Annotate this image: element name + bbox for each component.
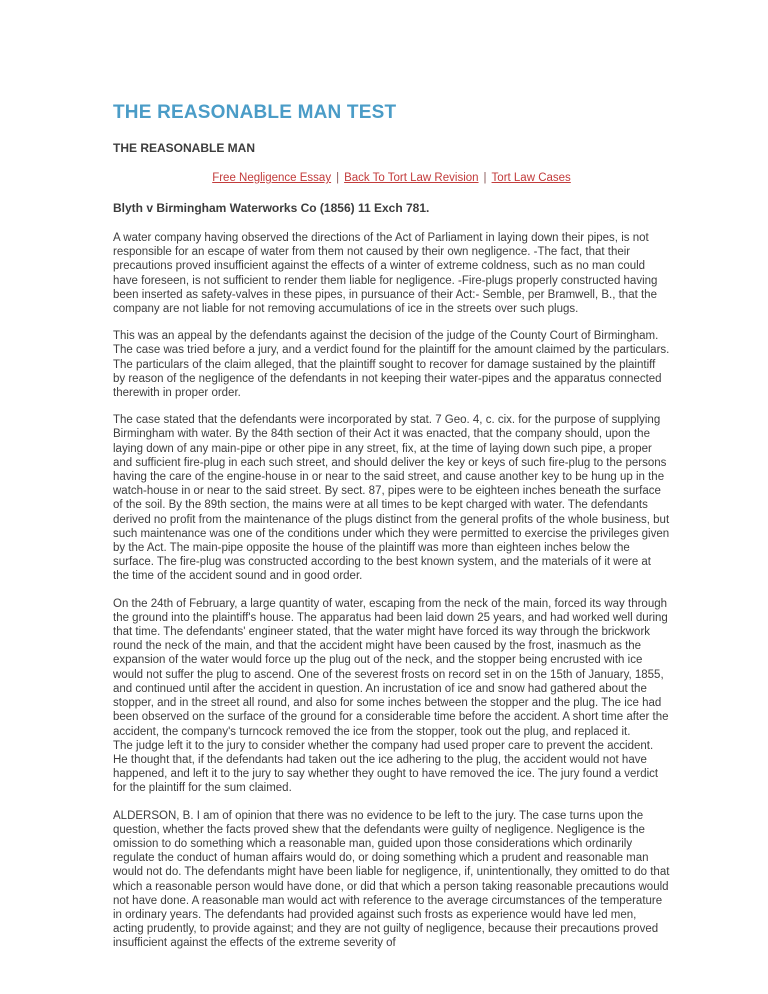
paragraph-facts-part2: The judge left it to the jury to consider whether the company had used proper care to prevent the accident. He thought that, if the defendants had taken out the ice adhering to the plug, the accident would not have happened, and left it to the jury to say whether they ought to have removed the ice. The jury found a verdict for the plaintiff for the sum claimed. xyxy=(113,739,659,795)
paragraph-case-stated: The case stated that the defendants were incorporated by stat. 7 Geo. 4, c. cix. for the purpose of supplying Birmingham with water. By the 84th section of their Act it was enacted, that the company should, upon the laying down of any main-pipe or other pipe in any street, fix, at the time of laying down such pipe, a proper and sufficient fire-plug in each such street, and should deliver the key or keys of such fire-plug to the persons having the care of the engine-house in or near to the said street, and cause another key to be hung up in the watch-house in or near to the said street. By sect. 87, pipes were to be eighteen inches beneath the surface of the soil. By the 89th section, the mains were at all times to be kept charged with water. The defendants derived no profit from the maintenance of the plugs distinct from the general profits of the whole business, but such maintenance was one of the conditions under which they were permitted to exercise the privileges given by the Act. The main-pipe opposite the house of the plaintiff was more than eighteen inches below the surface. The fire-plug was constructed according to the best known system, and the materials of it were at the time of the accident sound and in good order. xyxy=(113,414,670,583)
nav-separator: | xyxy=(483,172,487,184)
link-free-negligence-essay[interactable]: Free Negligence Essay xyxy=(212,172,332,184)
nav-separator: | xyxy=(336,172,340,184)
paragraph-headnote: A water company having observed the directions of the Act of Parliament in laying down their pipes, is not responsible for an escape of water from them not caused by their own negligence. -The fact, that their precautions proved insufficient against the effects of a winter of extreme coldness, such as no man could have foreseen, is not sufficient to render them liable for negligence. -Fire-plugs properly constructed having been inserted as safety-valves in these pipes, in pursuance of their Act:- Semble, per Bramwell, B., that the company are not liable for not removing accumulations of ice in the streets over such plugs. xyxy=(113,232,658,316)
paragraph-facts-part1: On the 24th of February, a large quantity of water, escaping from the neck of the main, forced its way through the ground into the plaintiff's house. The apparatus had been laid down 25 years, and had worked well during that time. The defendants' engineer stated, that the water might have forced its way through the brickwork round the neck of the main, and that the accident might have been caused by the frost, inasmuch as the expansion of the water would force up the plug out of the neck, and the stopper being encrusted with ice would not suffer the plug to ascend. One of the severest frosts on record set in on the 15th of January, 1855, and continued until after the accident in question. An incrustation of ice and snow had gathered about the stopper, and in the street all round, and also for some inches between the stopper and the plug. The ice had been observed on the surface of the ground for a considerable time before the accident. A short time after the accident, the company's turncock removed the ice from the stopper, took out the plug, and replaced it. xyxy=(113,597,669,738)
paragraph-facts xyxy=(113,597,670,796)
case-citation: Blyth v Birmingham Waterworks Co (1856) 11 Exch 781. xyxy=(113,201,430,215)
nav-links-row xyxy=(113,172,670,184)
section-heading: THE REASONABLE MAN xyxy=(113,141,256,155)
paragraph-appeal: This was an appeal by the defendants against the decision of the judge of the County Court of Birmingham. The case was tried before a jury, and a verdict found for the plaintiff for the amount claimed by the particulars. The particulars of the claim alleged, that the plaintiff sought to recover for damage sustained by the plaintiff by reason of the negligence of the defendants in not keeping their water-pipes and the apparatus connected therewith in proper order. xyxy=(113,330,670,400)
link-back-to-tort-law-revision[interactable]: Back To Tort Law Revision xyxy=(344,172,479,184)
link-tort-law-cases[interactable]: Tort Law Cases xyxy=(491,172,571,184)
page-title: THE REASONABLE MAN TEST xyxy=(113,102,397,123)
paragraph-judgment: ALDERSON, B. I am of opinion that there was no evidence to be left to the jury. The case turns upon the question, whether the facts proved shew that the defendants were guilty of negligence. Negligence is the omission to do something which a reasonable man, guided upon those considerations which ordinarily regulate the conduct of human affairs would do, or doing something which a prudent and reasonable man would not do. The defendants might have been liable for negligence, if, unintentionally, they omitted to do that which a reasonable person would have done, or did that which a person taking reasonable precautions would not have done. A reasonable man would act with reference to the average circumstances of the temperature in ordinary years. The defendants had provided against such frosts as experience would have led men, acting prudently, to provide against; and they are not guilty of negligence, because their precautions proved insufficient against the effects of the extreme severity of xyxy=(113,809,670,950)
